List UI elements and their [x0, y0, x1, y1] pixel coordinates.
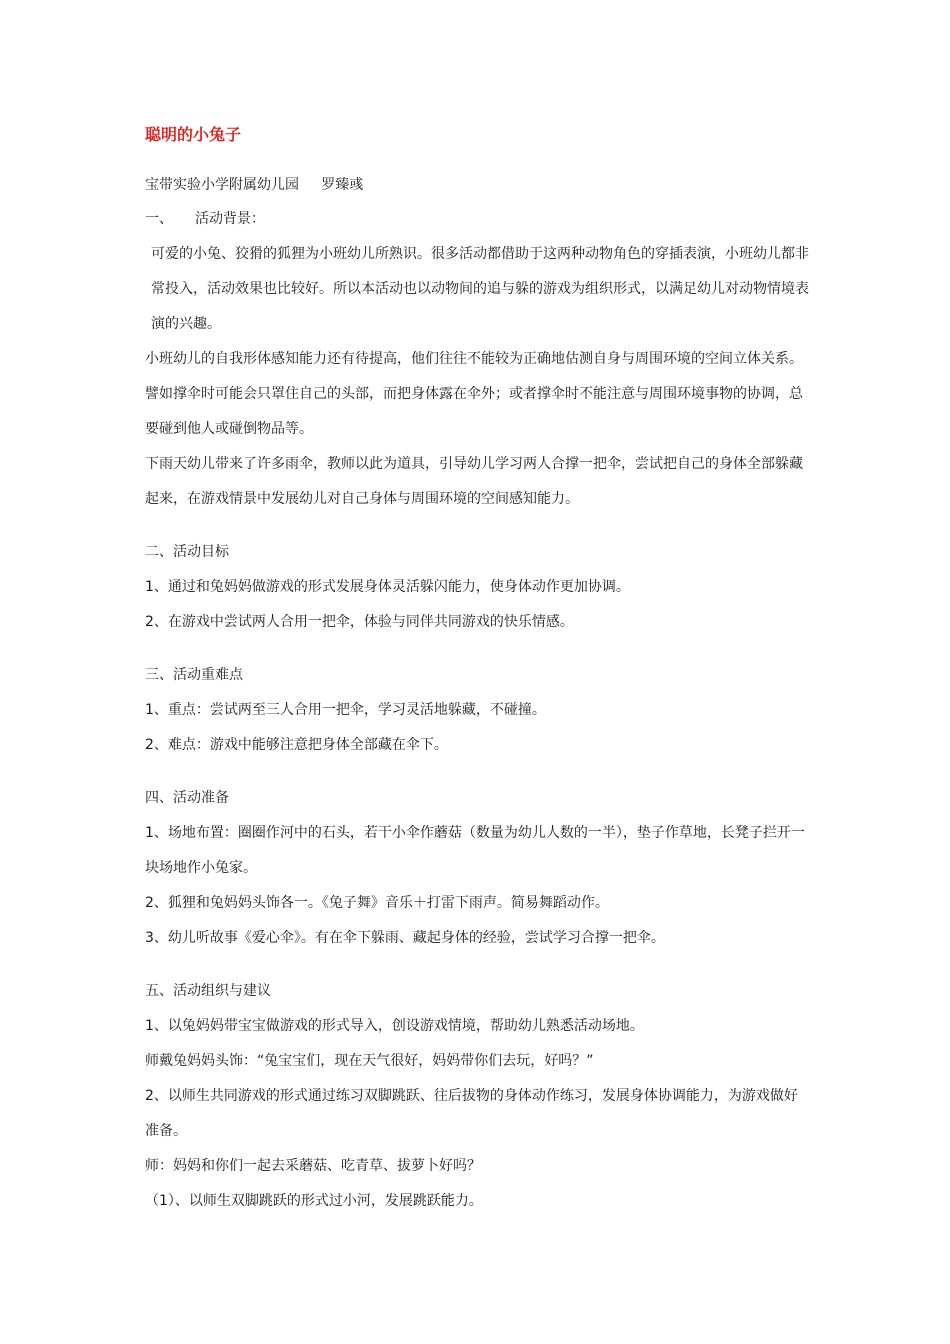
section-1-number: 一、: [145, 211, 173, 227]
document-title: 聪明的小兔子: [145, 125, 242, 144]
section-gap: [145, 640, 810, 658]
section-5-item: 师戴兔妈妈头饰：“兔宝宝们，现在天气很好，妈妈带你们去玩，好吗？”: [145, 1053, 594, 1069]
section-5-item: 师：妈妈和你们一起去采蘑菇、吃青草、拔萝卜好吗？: [145, 1158, 481, 1174]
section-1-heading: [145, 202, 810, 237]
document-body: [145, 122, 810, 1219]
section-gap: [145, 763, 810, 781]
section-2-item: 1、通过和兔妈妈做游戏的形式发展身体灵活躲闪能力，使身体动作更加协调。: [145, 579, 630, 595]
section-1-paragraph: 可爱的小兔、狡猾的狐狸为小班幼儿所熟识。很多活动都借助于这两种动物角色的穿插表演，小班幼儿都非常投入，活动效果也比较好。所以本活动也以动物间的追与躲的游戏为组织形式，以满足幼儿对动物情境表演的兴趣。: [151, 246, 809, 332]
section-5-item: 2、以师生共同游戏的形式通过练习双脚跳跃、往后拔物的身体动作练习，发展身体协调能力，为游戏做好准备。: [145, 1088, 798, 1139]
section-5-item: （1）、以师生双脚跳跃的形式过小河，发展跳跃能力。: [145, 1193, 483, 1209]
section-1-paragraph: 小班幼儿的自我形体感知能力还有待提高，他们往往不能较为正确地估测自身与周围环境的空间立体关系。譬如撑伞时可能会只罩住自己的头部，而把身体露在伞外；或者撑伞时不能注意与周围环境事物的协调，总要碰到他人或碰倒物品等。: [145, 351, 803, 437]
section-3-item: 2、难点：游戏中能够注意把身体全部藏在伞下。: [145, 737, 448, 753]
section-1-paragraph: 下雨天幼儿带来了许多雨伞，教师以此为道具，引导幼儿学习两人合撑一把伞，尝试把自己的身体全部躲藏起来，在游戏情景中发展幼儿对自己身体与周围环境的空间感知能力。: [145, 456, 803, 507]
section-2-item: 2、在游戏中尝试两人合用一把伞，体验与同伴共同游戏的快乐情感。: [145, 614, 574, 630]
section-5-heading: 五、活动组织与建议: [145, 983, 271, 999]
section-4-item: 3、幼儿听故事《爱心伞》。有在伞下躲雨、藏起身体的经验，尝试学习合撑一把伞。: [145, 930, 665, 946]
section-4-heading: 四、活动准备: [145, 790, 229, 806]
section-4-item: 2、狐狸和兔妈妈头饰各一。《兔子舞》音乐＋打雷下雨声。简易舞蹈动作。: [145, 895, 609, 911]
section-4-item: 1、场地布置：圈圈作河中的石头，若干小伞作蘑菇（数量为幼儿人数的一半），垫子作草地，长凳子拦开一块场地作小兔家。: [145, 825, 805, 876]
section-3-item: 1、重点：尝试两至三人合用一把伞，学习灵活地躲藏，不碰撞。: [145, 702, 546, 718]
author-line: 宝带实验小学附属幼儿园 罗臻彧: [145, 177, 364, 193]
section-1-title: 活动背景：: [195, 211, 265, 227]
section-gap: [145, 517, 810, 535]
section-3-heading: 三、活动重难点: [145, 667, 243, 683]
section-gap: [145, 956, 810, 974]
section-5-item: 1、以兔妈妈带宝宝做游戏的形式导入，创设游戏情境，帮助幼儿熟悉活动场地。: [145, 1018, 644, 1034]
section-2-heading: 二、活动目标: [145, 544, 229, 560]
